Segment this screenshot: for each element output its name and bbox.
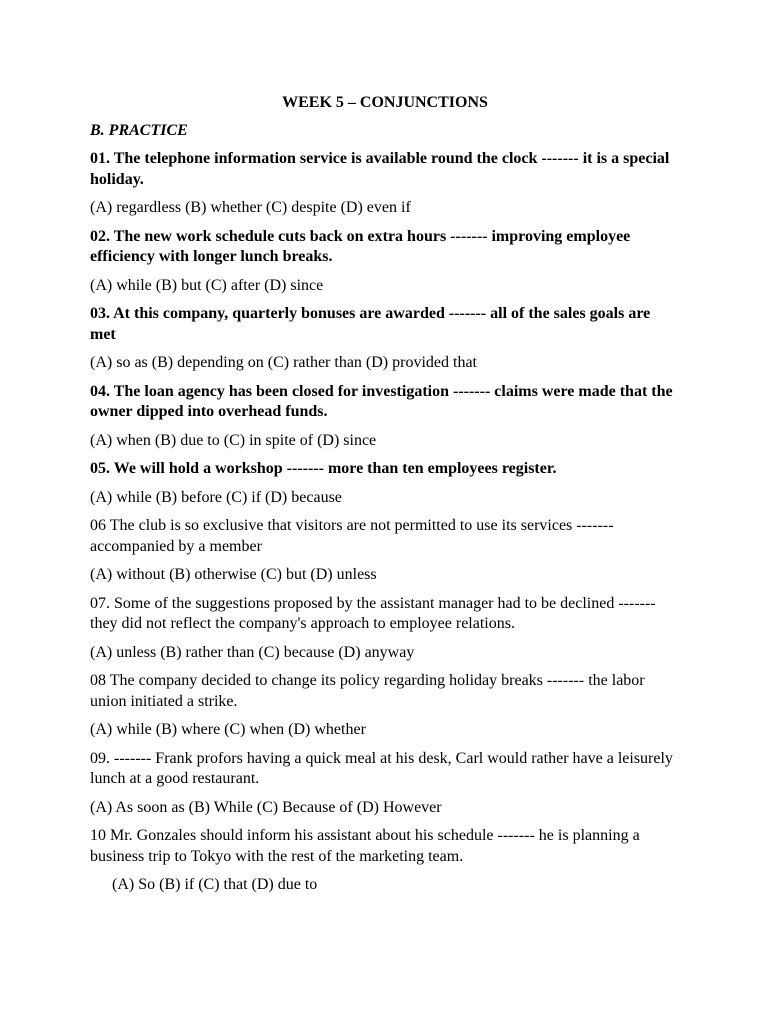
question-04 xyxy=(90,382,680,452)
question-options: (A) when (B) due to (C) in spite of (D) since xyxy=(90,431,377,449)
question-options: (A) As soon as (B) While (C) Because of (D) However xyxy=(90,798,442,816)
question-05 xyxy=(90,459,680,508)
question-06 xyxy=(90,516,680,586)
question-09 xyxy=(90,749,680,819)
question-01 xyxy=(90,149,680,219)
question-text: 06 The club is so exclusive that visitors are not permitted to use its services ------- accompanied by a member xyxy=(90,517,614,555)
question-03 xyxy=(90,304,680,374)
question-text: 04. The loan agency has been closed for investigation ------- claims were made that the owner dipped into overhead funds. xyxy=(90,382,673,420)
question-options: (A) So (B) if (C) that (D) due to xyxy=(112,876,318,893)
question-text: 01. The telephone information service is available round the clock ------- it is a special holiday. xyxy=(90,150,670,188)
question-10 xyxy=(90,826,680,896)
document-page xyxy=(90,93,680,904)
question-text: 07. Some of the suggestions proposed by the assistant manager had to be declined ------- they did not reflect the company's approach to employee relations. xyxy=(90,594,656,632)
page-title: WEEK 5 – CONJUNCTIONS xyxy=(282,94,488,111)
question-options: (A) regardless (B) whether (C) despite (D) even if xyxy=(90,199,411,216)
question-options: (A) while (B) before (C) if (D) because xyxy=(90,488,342,506)
question-options: (A) unless (B) rather than (C) because (D) anyway xyxy=(90,643,415,661)
question-options: (A) so as (B) depending on (C) rather than (D) provided that xyxy=(90,354,477,371)
question-options: (A) without (B) otherwise (C) but (D) unless xyxy=(90,566,377,583)
question-text: 03. At this company, quarterly bonuses are awarded ------- all of the sales goals are met xyxy=(90,305,651,343)
question-options: (A) while (B) where (C) when (D) whether xyxy=(90,721,366,738)
question-text: 09. ------- Frank profors having a quick meal at his desk, Carl would rather have a leisurely lunch at a good restaurant. xyxy=(90,749,673,787)
question-text: 05. We will hold a workshop ------- more than ten employees register. xyxy=(90,460,557,477)
question-02 xyxy=(90,227,680,297)
question-08 xyxy=(90,671,680,741)
section-heading: B. PRACTICE xyxy=(90,121,188,139)
question-text: 02. The new work schedule cuts back on extra hours ------- improving employee efficiency with longer lunch breaks. xyxy=(90,227,631,265)
question-options: (A) while (B) but (C) after (D) since xyxy=(90,276,324,294)
question-07 xyxy=(90,594,680,664)
question-text: 10 Mr. Gonzales should inform his assistant about his schedule ------- he is planning a business trip to Tokyo with the rest of the marketing team. xyxy=(90,827,640,865)
question-text: 08 The company decided to change its policy regarding holiday breaks ------- the labor union initiated a strike. xyxy=(90,672,645,710)
